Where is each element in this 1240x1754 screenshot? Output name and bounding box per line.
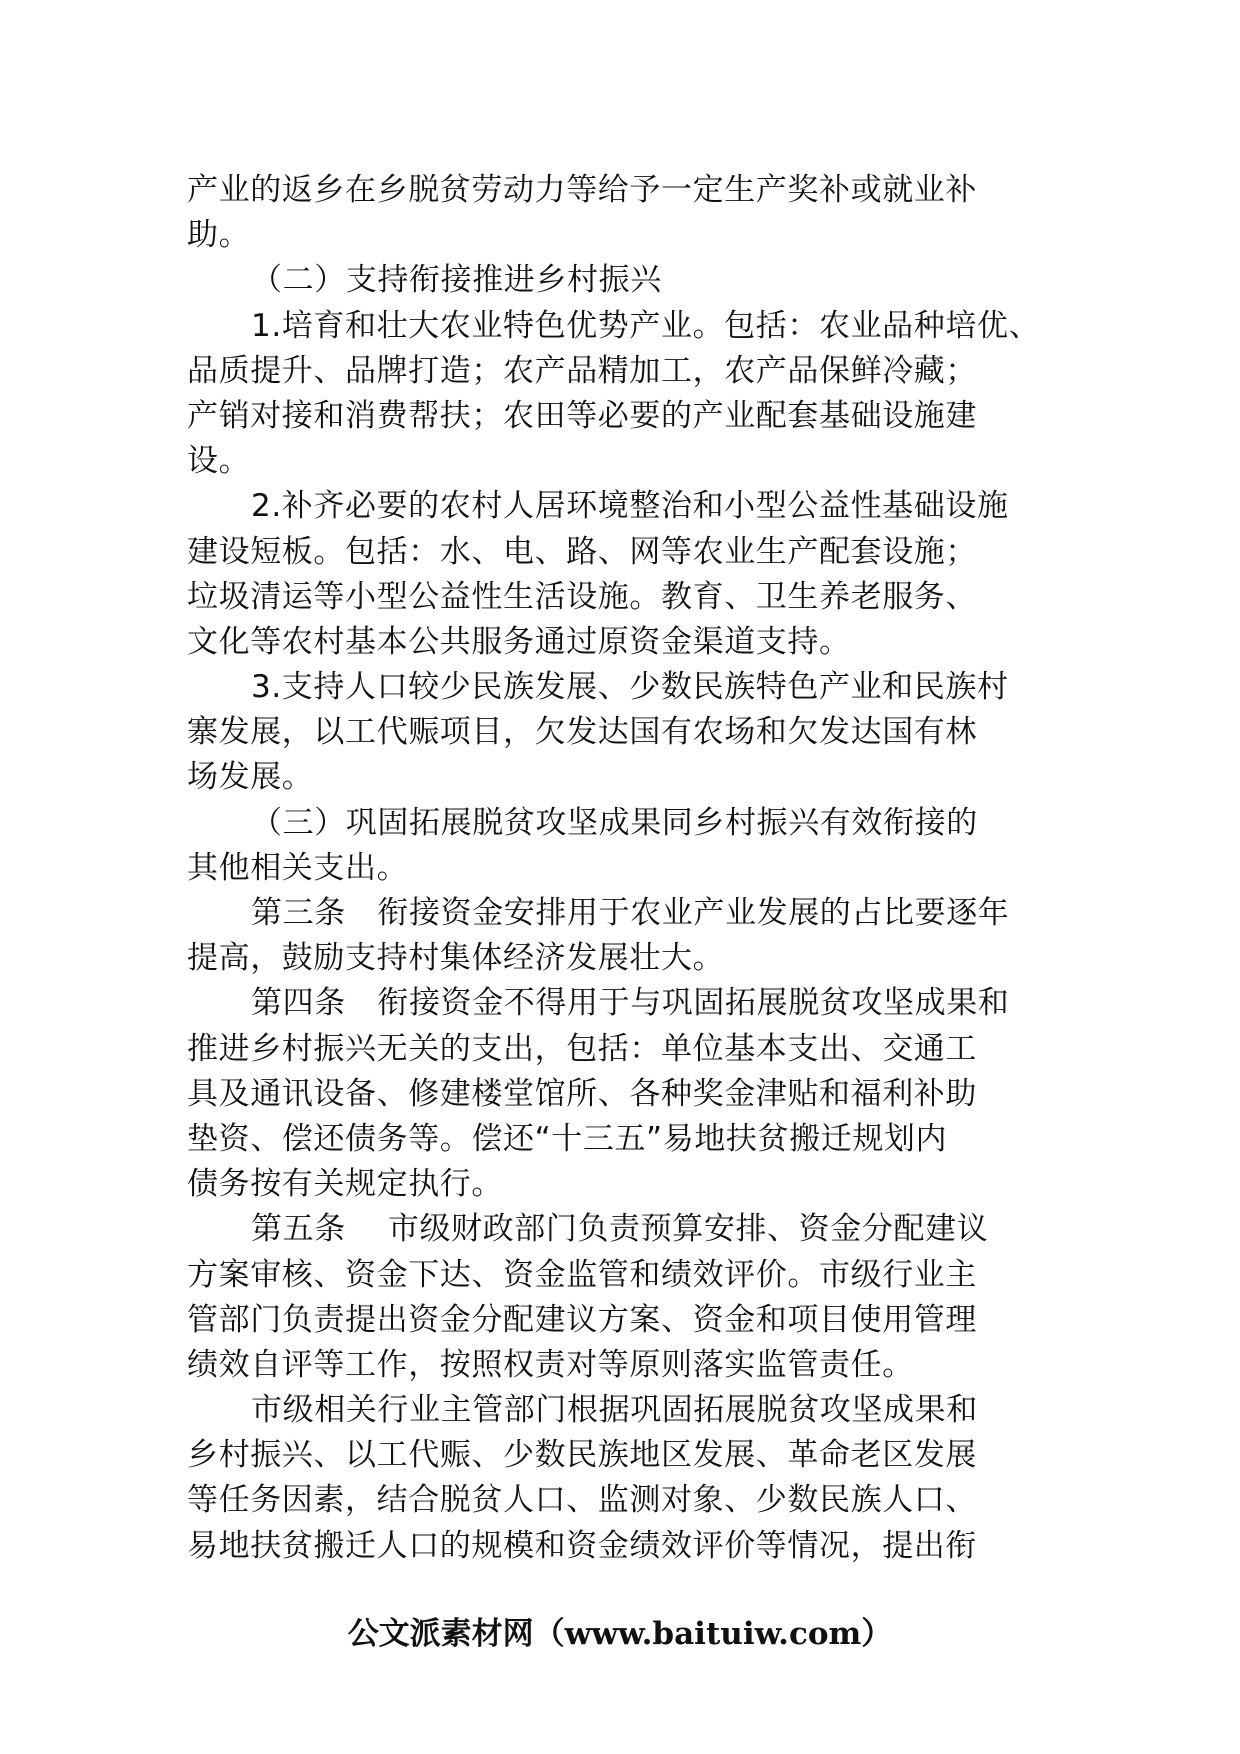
- text-line: 建设短板。包括：水、电、路、网等农业生产配套设施；: [187, 533, 977, 570]
- text-line: 具及通讯设备、修建楼堂馆所、各种奖金津贴和福利补助: [187, 1075, 977, 1112]
- footer-watermark: 公文派素材网（www.baituiw.com）: [347, 1616, 893, 1652]
- text-line: 其他相关支出。: [187, 849, 409, 886]
- text-line: 提高，鼓励支持村集体经济发展壮大。: [187, 940, 725, 977]
- text-line: 2.补齐必要的农村人居环境整治和小型公益性基础设施: [251, 488, 1009, 525]
- text-line: 垫资、偿还债务等。偿还“十三五”易地扶贫搬迁规划内: [187, 1120, 948, 1157]
- text-line: 第四条 衔接资金不得用于与巩固拓展脱贫攻坚成果和: [251, 985, 1010, 1022]
- text-line: 推进乡村振兴无关的支出，包括：单位基本支出、交通工: [187, 1030, 977, 1067]
- document-body: [187, 168, 1067, 1569]
- article-5-paragraph-2: [187, 1388, 1067, 1569]
- text-line: 第三条 衔接资金安排用于农业产业发展的占比要逐年: [251, 895, 1010, 931]
- paragraph-item-2: [187, 484, 1067, 665]
- text-line: 助。: [187, 217, 251, 254]
- paragraph-item-3: [187, 665, 1067, 801]
- text-line: 方案审核、资金下达、资金监管和绩效评价。市级行业主: [187, 1256, 977, 1293]
- text-line: 市级相关行业主管部门根据巩固拓展脱贫攻坚成果和: [251, 1392, 978, 1429]
- text-line: 等任务因素，结合脱贫人口、监测对象、少数民族人口、: [187, 1482, 977, 1519]
- text-line: 设。: [187, 443, 251, 480]
- article-4: [187, 981, 1067, 1207]
- section-heading-3: [187, 801, 1067, 891]
- text-line: （三）巩固拓展脱贫攻坚成果同乡村振兴有效衔接的: [251, 804, 978, 841]
- text-line: 产业的返乡在乡脱贫劳动力等给予一定生产奖补或就业补: [187, 172, 977, 208]
- text-line: 乡村振兴、以工代赈、少数民族地区发展、革命老区发展: [187, 1437, 977, 1474]
- text-line: 垃圾清运等小型公益性生活设施。教育、卫生养老服务、: [187, 578, 977, 615]
- text-line: 品质提升、品牌打造；农产品精加工，农产品保鲜冷藏；: [187, 352, 977, 389]
- text-line: 易地扶贫搬迁人口的规模和资金绩效评价等情况，提出衔: [187, 1527, 977, 1564]
- paragraph-continuation: [187, 168, 1067, 258]
- text-line: 第五条 市级财政部门负责预算安排、资金分配建议: [251, 1211, 989, 1248]
- text-line: （二）支持衔接推进乡村振兴: [251, 262, 662, 299]
- text-line: 文化等农村基本公共服务通过原资金渠道支持。: [187, 623, 851, 660]
- text-line: 寨发展，以工代赈项目，欠发达国有农场和欠发达国有林: [187, 714, 977, 751]
- article-3: [187, 891, 1067, 981]
- article-5: [187, 1207, 1067, 1388]
- text-line: 场发展。: [187, 759, 314, 796]
- paragraph-item-1: [187, 304, 1067, 485]
- text-line: 3.支持人口较少民族发展、少数民族特色产业和民族村: [251, 669, 1009, 706]
- section-heading-2: [187, 258, 1067, 303]
- text-line: 1.培育和壮大农业特色优势产业。包括：农业品种培优、: [251, 307, 1041, 344]
- text-line: 产销对接和消费帮扶；农田等必要的产业配套基础设施建: [187, 397, 977, 434]
- text-line: 绩效自评等工作，按照权责对等原则落实监管责任。: [187, 1346, 914, 1383]
- text-line: 债务按有关规定执行。: [187, 1166, 503, 1203]
- text-line: 管部门负责提出资金分配建议方案、资金和项目使用管理: [187, 1301, 977, 1338]
